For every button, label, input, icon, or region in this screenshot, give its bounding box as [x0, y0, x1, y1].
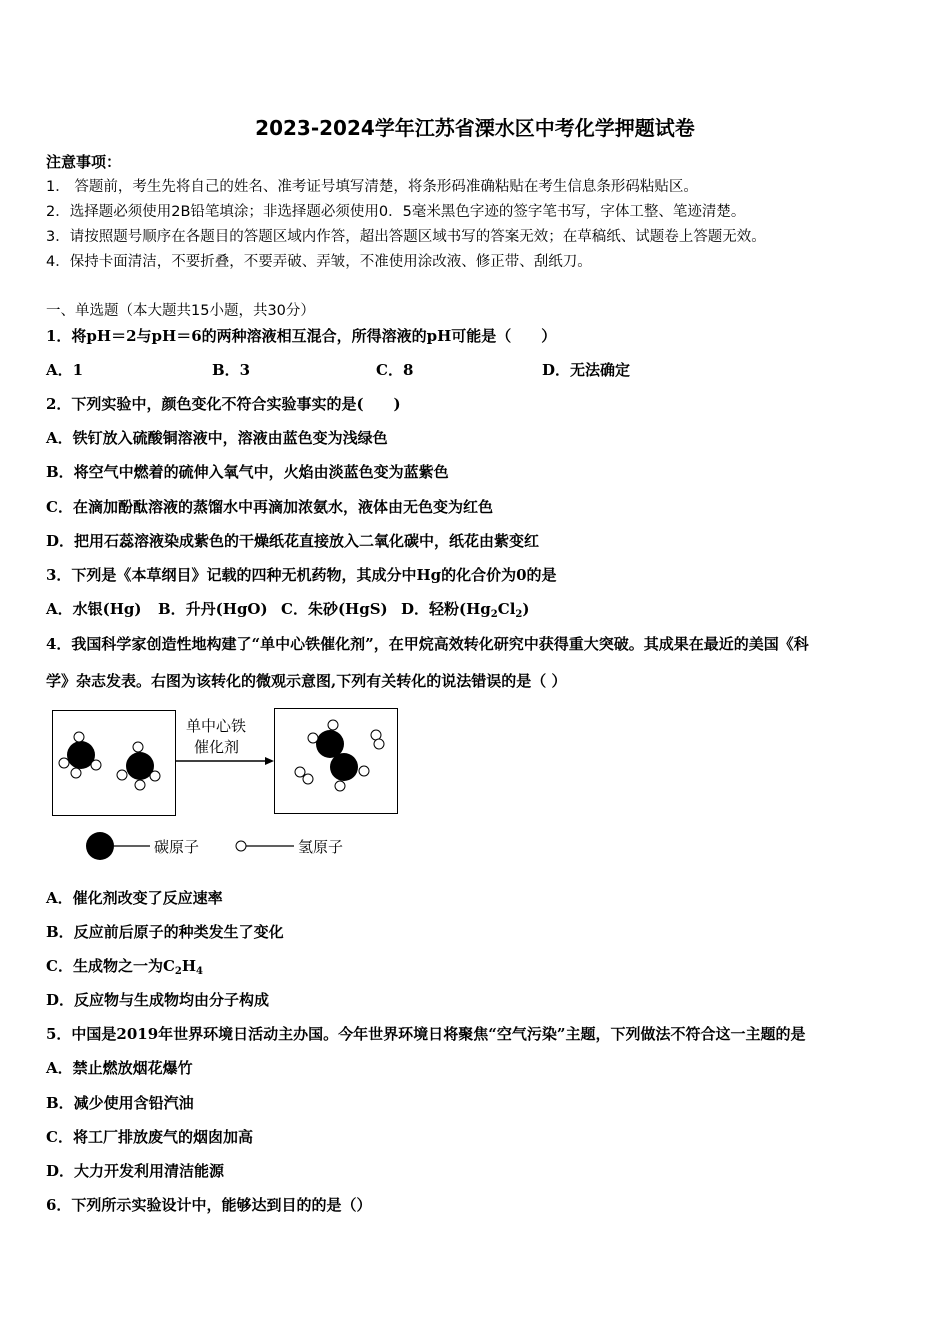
hydrogen-atom [59, 758, 69, 768]
hydrogen-atom [295, 767, 305, 777]
q3-option-d-sub1: 2 [490, 609, 498, 620]
methane-molecule-1 [59, 732, 101, 778]
q2-option-d: D．把用石蕊溶液染成紫色的干燥纸花直接放入二氧化碳中，纸花由紫变红 [46, 532, 540, 550]
q2-option-a: A．铁钉放入硫酸铜溶液中，溶液由蓝色变为浅绿色 [46, 429, 388, 447]
legend-hydrogen-atom [236, 841, 246, 851]
hydrogen-atom [371, 730, 381, 740]
q2-option-b: B．将空气中燃着的硫伸入氧气中，火焰由淡蓝色变为蓝紫色 [46, 463, 449, 481]
q5-option-b: B．减少使用含铅汽油 [46, 1094, 194, 1112]
q4-option-c-h: H [181, 957, 197, 975]
carbon-atom [330, 753, 358, 781]
q2-option-c: C．在滴加酚酞溶液的蒸馏水中再滴加浓氨水，液体由无色变为红色 [46, 498, 493, 516]
hydrogen-atom [308, 733, 318, 743]
legend-carbon-label: 碳原子 [154, 838, 200, 856]
q4-option-c [46, 956, 203, 976]
q3-option-d-sub2: 2 [515, 609, 523, 620]
exam-title: 2023-2024学年江苏省溧水区中考化学押题试卷 [255, 116, 695, 140]
q2-stem: 2．下列实验中，颜色变化不符合实验事实的是( ) [46, 395, 401, 413]
reaction-diagram [46, 705, 416, 865]
hydrogen-molecule-2 [295, 767, 313, 784]
q5-option-d: D．大力开发利用清洁能源 [46, 1162, 225, 1180]
hydrogen-atom [71, 768, 81, 778]
q5-option-a: A．禁止燃放烟花爆竹 [46, 1059, 193, 1077]
hydrogen-atom [374, 739, 384, 749]
q5-option-c: C．将工厂排放废气的烟囱加高 [46, 1128, 253, 1146]
section-heading: 一、单选题（本大题共15小题，共30分） [46, 303, 315, 319]
q3-option-a: A．水银(Hg) [46, 600, 142, 618]
hydrogen-atom [91, 760, 101, 770]
q4-option-c-sub1: 2 [174, 966, 182, 977]
hydrogen-atom [335, 781, 345, 791]
hydrogen-atom [133, 742, 143, 752]
q1-option-a: A．1 [46, 361, 84, 379]
q3-option-d-text: D．轻粉(Hg [401, 600, 491, 618]
hydrogen-atom [117, 770, 127, 780]
ethylene-molecule [308, 720, 369, 791]
q3-option-d-close: ) [522, 600, 530, 618]
q1-option-b: B．3 [212, 361, 251, 379]
q6-stem: 6．下列所示实验设计中，能够达到目的的是（） [46, 1196, 372, 1214]
legend-carbon-atom [86, 832, 114, 860]
reaction-arrow-head [265, 757, 274, 765]
q1-option-d: D．无法确定 [542, 361, 631, 379]
q4-option-b: B．反应前后原子的种类发生了变化 [46, 923, 284, 941]
q4-stem-line1: 4．我国科学家创造性地构建了“单中心铁催化剂”，在甲烷高效转化研究中获得重大突破。其成果在最近的美国《科 [46, 635, 809, 653]
hydrogen-atom [74, 732, 84, 742]
hydrogen-atom [135, 780, 145, 790]
q3-option-b: B．升丹(HgO) [158, 600, 268, 618]
q3-stem: 3．下列是《本草纲目》记载的四种无机药物，其成分中Hg的化合价为0的是 [46, 566, 557, 584]
hydrogen-atom [303, 774, 313, 784]
arrow-label-1: 单中心铁 [186, 717, 247, 735]
q1-stem: 1．将pH＝2与pH＝6的两种溶液相互混合，所得溶液的pH可能是（ ） [46, 327, 557, 345]
notice-item-1: 1． 答题前，考生先将自己的姓名、准考证号填写清楚，将条形码准确粘贴在考生信息条形码粘贴区。 [46, 179, 698, 195]
q1-option-c: C．8 [376, 361, 414, 379]
legend-hydrogen-label: 氢原子 [298, 838, 344, 856]
q4-option-c-sub2: 4 [196, 966, 204, 977]
methane-molecule-2 [117, 742, 160, 790]
q4-option-c-text: C．生成物之一为C [46, 957, 175, 975]
notice-heading: 注意事项： [46, 153, 122, 171]
q3-option-c: C．朱砂(HgS) [281, 600, 388, 618]
notice-item-4: 4．保持卡面清洁，不要折叠，不要弄破、弄皱，不准使用涂改液、修正带、刮纸刀。 [46, 254, 592, 270]
notice-item-3: 3．请按照题号顺序在各题目的答题区域内作答，超出答题区域书写的答案无效；在草稿纸、试题卷上答题无效。 [46, 229, 766, 245]
hydrogen-atom [150, 771, 160, 781]
q4-stem-line2: 学》杂志发表。右图为该转化的微观示意图,下列有关转化的说法错误的是（ ） [46, 672, 567, 690]
q4-option-d: D．反应物与生成物均由分子构成 [46, 991, 270, 1009]
q5-stem: 5．中国是2019年世界环境日活动主办国。今年世界环境日将聚焦“空气污染”主题，下列做法不符合这一主题的是 [46, 1025, 806, 1043]
q3-option-d [401, 599, 529, 619]
q3-option-d-cl: Cl [497, 600, 516, 618]
q4-option-a: A．催化剂改变了反应速率 [46, 889, 223, 907]
hydrogen-molecule-1 [371, 730, 384, 749]
notice-item-2: 2．选择题必须使用2B铅笔填涂；非选择题必须使用0．5毫米黑色字迹的签字笔书写，字体工整、笔迹清楚。 [46, 204, 746, 220]
arrow-label-2: 催化剂 [194, 738, 240, 756]
hydrogen-atom [328, 720, 338, 730]
hydrogen-atom [359, 766, 369, 776]
